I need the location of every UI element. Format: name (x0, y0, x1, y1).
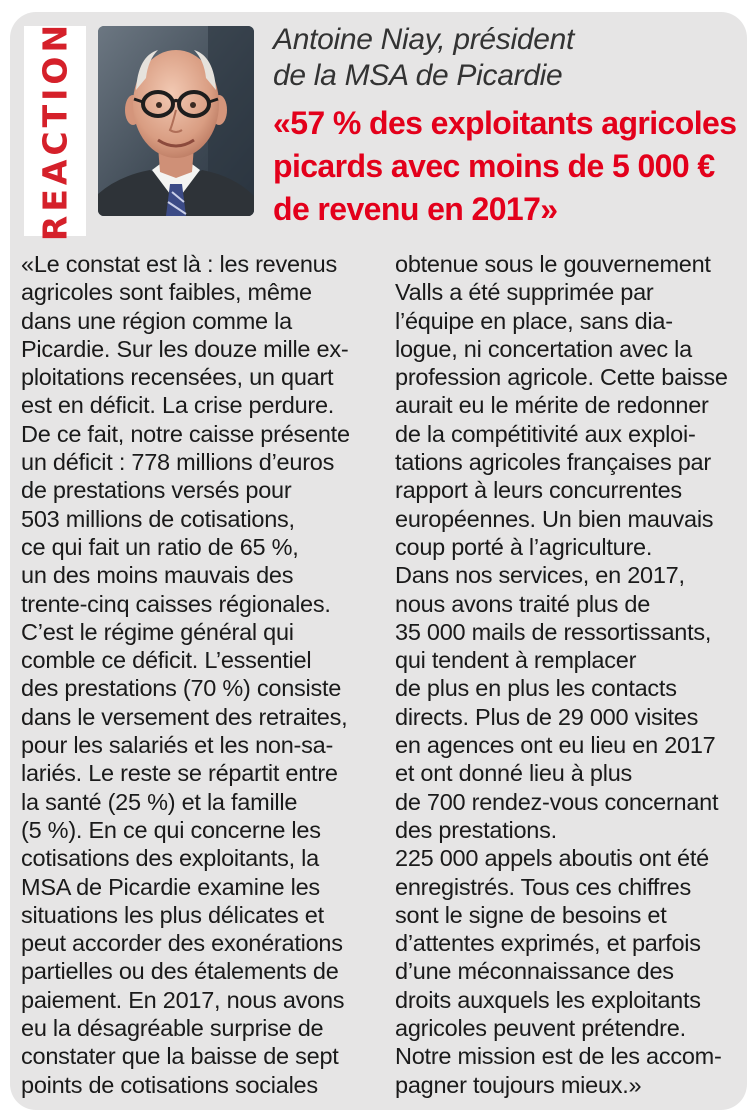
portrait-photo (98, 26, 254, 216)
byline (273, 22, 743, 94)
body-line: est en déficit. La crise perdure. (21, 392, 335, 419)
body-line: agricoles peuvent prétendre. (395, 1015, 686, 1042)
body-line: coup porté à l’agriculture. (395, 533, 653, 560)
body-line: dans une région comme la (21, 307, 292, 334)
headline (273, 102, 743, 231)
body-line: de la compétitivité aux exploi- (395, 420, 696, 447)
body-line: pagner toujours mieux.» (395, 1071, 642, 1098)
body-line: un des moins mauvais des (21, 562, 294, 589)
body-column-left (21, 250, 350, 1099)
body-line: ploitations recensées, un quart (21, 364, 334, 391)
body-line: 35 000 mails de ressortissants, (395, 618, 712, 645)
reaction-tag-label: REACTION (35, 20, 75, 242)
body-line: d’une méconnaissance des (395, 958, 674, 985)
body-line: cotisations des exploitants, la (21, 845, 319, 872)
body-line: sont le signe de besoins et (395, 901, 667, 928)
body-line: agricoles sont faibles, même (21, 279, 312, 306)
body-line: Notre mission est de les accom- (395, 1043, 722, 1070)
body-line: la santé (25 %) et la famille (21, 788, 298, 815)
headline-line: de revenu en 2017» (273, 191, 558, 227)
body-line: Picardie. Sur les douze mille ex- (21, 335, 349, 362)
body-line: européennes. Un bien mauvais (395, 505, 714, 532)
body-line: situations les plus délicates et (21, 901, 324, 928)
body-line: droits auxquels les exploitants (395, 986, 701, 1013)
body-line: paiement. En 2017, nous avons (21, 986, 345, 1013)
body-line: pour les salariés et les non-sa- (21, 732, 334, 759)
body-line: «Le constat est là : les revenus (21, 251, 337, 277)
body-column-right (395, 250, 728, 1099)
body-line: et ont donné lieu à plus (395, 760, 633, 787)
headline-line: picards avec moins de 5 000 € (273, 148, 715, 184)
body-line: rapport à leurs concurrentes (395, 477, 682, 504)
body-line: constater que la baisse de sept (21, 1043, 339, 1070)
body-line: 225 000 appels aboutis ont été (395, 845, 709, 872)
body-line: peut accorder des exonérations (21, 930, 343, 957)
body-line: ce qui fait un ratio de 65 %, (21, 533, 299, 560)
body-line: de 700 rendez-vous concernant (395, 788, 719, 815)
body-line: profession agricole. Cette baisse (395, 364, 728, 391)
body-line: lariés. Le reste se répartit entre (21, 760, 338, 787)
byline-role: de la MSA de Picardie (273, 59, 563, 92)
body-line: (5 %). En ce qui concerne les (21, 816, 321, 843)
body-line: Dans nos services, en 2017, (395, 562, 685, 589)
body-line: nous avons traité plus de (395, 590, 651, 617)
body-line: obtenue sous le gouvernement (395, 251, 711, 277)
body-line: Valls a été supprimée par (395, 279, 654, 306)
body-line: l’équipe en place, sans dia- (395, 307, 673, 334)
body-line: trente-cinq caisses régionales. (21, 590, 331, 617)
body-line: eu la désagréable surprise de (21, 1015, 324, 1042)
body-line: un déficit : 778 millions d’euros (21, 449, 335, 476)
body-line: points de cotisations sociales (21, 1071, 318, 1098)
body-line: 503 millions de cotisations, (21, 505, 295, 532)
body-line: aurait eu le mérite de redonner (395, 392, 709, 419)
reaction-tag (24, 20, 86, 242)
body-line: de prestations versés pour (21, 477, 292, 504)
headline-line: «57 % des exploitants agricoles (273, 105, 737, 141)
byline-name: Antoine Niay, président (273, 23, 575, 56)
body-line: de plus en plus les contacts (395, 675, 677, 702)
body-line: dans le versement des retraites, (21, 703, 348, 730)
body-line: comble ce déficit. L’essentiel (21, 647, 312, 674)
body-line: tations agricoles françaises par (395, 449, 711, 476)
body-line: d’attentes exprimés, et parfois (395, 930, 701, 957)
body-line: qui tendent à remplacer (395, 647, 637, 674)
body-line: enregistrés. Tous ces chiffres (395, 873, 691, 900)
body-line: C’est le régime général qui (21, 618, 294, 645)
body-line: logue, ni concertation avec la (395, 335, 692, 362)
body-line: MSA de Picardie examine les (21, 873, 320, 900)
body-line: partielles ou des étalements de (21, 958, 339, 985)
body-line: des prestations. (395, 816, 557, 843)
reaction-card (10, 12, 747, 1110)
body-line: De ce fait, notre caisse présente (21, 420, 350, 447)
body-line: directs. Plus de 29 000 visites (395, 703, 699, 730)
body-line: en agences ont eu lieu en 2017 (395, 732, 716, 759)
body-line: des prestations (70 %) consiste (21, 675, 342, 702)
